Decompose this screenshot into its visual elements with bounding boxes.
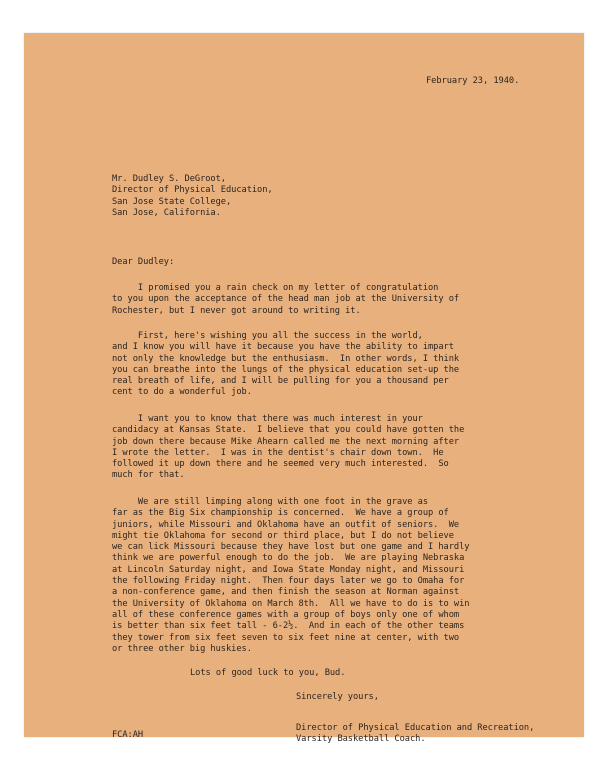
addressee-line: San Jose, California. [112,207,221,218]
paragraph-1 [112,283,552,317]
text-line: not only the knowledge but the enthusiasm. In other words, I think [112,353,460,364]
text-line: juniors, while Missouri and Oklahoma have an outfit of seniors. We [112,519,460,530]
text-line: or three other big huskies. [112,643,252,654]
letter-page [24,33,584,745]
signature-title-line: Director of Physical Education and Recreation, [296,723,535,733]
text-line: Rochester, but I never got around to writing it. [112,305,361,316]
text-line: I want you to know that there was much interest in your [112,414,423,424]
addressee-line: Director of Physical Education, [112,185,273,196]
complimentary-close: Sincerely yours, [296,692,379,702]
text-line: and I know you will have it because you have the ability to impart [112,342,454,353]
paragraph-3 [112,414,552,482]
text-line: is better than six feet tall - 6-2½. And in each of the other teams [112,621,465,632]
text-line: real breath of life, and I will be pulling for you a thousand per [112,376,449,387]
text-line: might tie Oklahoma for second or third place, but I do not believe [112,530,454,541]
addressee-line: San Jose State College, [112,196,232,207]
text-line: followed it up down there and he seemed very much interested. So [112,459,449,470]
paragraph-4 [112,497,552,655]
signature-title-line: Varsity Basketball Coach. [296,734,426,745]
paragraph-2 [112,331,552,399]
reference-initials: FCA:AH [112,730,144,740]
salutation: Dear Dudley: [112,257,175,267]
text-line: much for that. [112,470,185,481]
text-line: far as the Big Six championship is concerned. We have a group of [112,508,449,519]
text-line: to you upon the acceptance of the head man job at the University of [112,294,460,305]
text-line: at Lincoln Saturday night, and Iowa State Monday night, and Missouri [112,564,465,575]
text-line: candidacy at Kansas State. I believe that you could have gotten the [112,425,465,436]
text-line: First, here's wishing you all the success in the world, [112,331,423,341]
text-line: we can lick Missouri because they have lost but one game and I hardly [112,542,470,553]
text-line: the following Friday night. Then four days later we go to Omaha for [112,576,465,587]
text-line: they tower from six feet seven to six feet nine at center, with two [112,632,460,643]
text-line: you can breathe into the lungs of the physical education set-up the [112,364,460,375]
letter-body [24,33,584,745]
text-line: a non-conference game, and then finish the season at Norman against [112,587,460,598]
closing-line: Lots of good luck to you, Bud. [190,668,346,678]
addressee-line: Mr. Dudley S. DeGroot, [112,174,226,184]
text-line: cent to do a wonderful job. [112,387,252,398]
text-line: I wrote the letter. I was in the dentist's chair down town. He [112,447,444,458]
text-line: think we are powerful enough to do the job. We are playing Nebraska [112,553,465,564]
text-line: the University of Oklahoma on March 8th. All we have to do is to win [112,598,470,609]
text-line: I promised you a rain check on my letter of congratulation [112,283,439,293]
text-line: We are still limping along with one foot in the grave as [112,497,429,507]
text-line: job down there because Mike Ahearn called me the next morning after [112,436,460,447]
letter-date: February 23, 1940. [426,76,520,86]
text-line: all of these conference games with a group of boys only one of whom [112,609,460,620]
